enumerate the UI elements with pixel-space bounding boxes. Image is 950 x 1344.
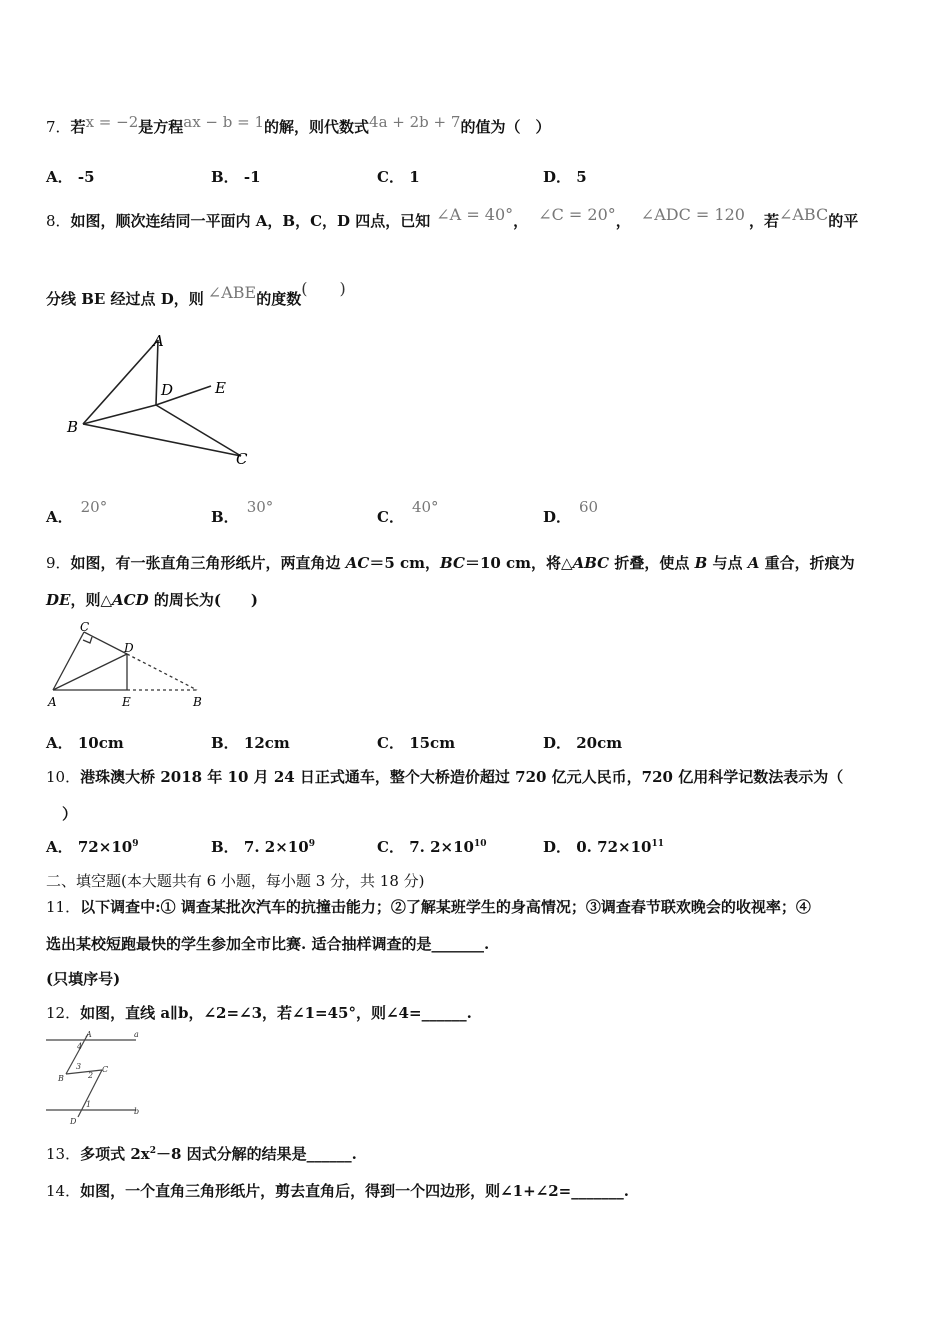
q12-label-C: C — [102, 1065, 109, 1074]
q10-option-d[interactable]: D． 0. $72\times 10^{11}$ — [543, 838, 664, 856]
q12-figure — [44, 1028, 154, 1128]
q9-option-b[interactable]: B． 12cm — [211, 734, 290, 752]
q12-label-A: A — [86, 1030, 92, 1039]
q12-label-4: 4 — [77, 1042, 83, 1051]
q10-option-c[interactable]: C． 7. $2\times 10^{10}$ — [377, 838, 487, 856]
q10-stem-line2: ） — [62, 805, 78, 823]
q11-stem-line1: 11．以下调查中:① 调查某批次汽车的抗撞击能力；②了解某班学生的身高情况；③调查春节联欢晚会的收视率；④ — [46, 898, 811, 916]
q12-label-a: a — [134, 1030, 139, 1039]
q8-number: 8． — [46, 212, 71, 230]
q11-stem-line2: 选出某校短跑最快的学生参加全市比赛. 适合抽样调查的是_______. — [46, 935, 490, 953]
q8-math-angle-a: ∠A = 40° — [436, 205, 514, 224]
q7-option-a[interactable]: A． -5 — [46, 168, 95, 186]
q7-math-x: x = −2 — [85, 113, 139, 131]
q9-option-d[interactable]: D． 20cm — [543, 734, 623, 752]
q8-stem-line2: 分线 BE 经过点 D，则 ∠ABE的度数( ) — [46, 279, 346, 308]
section-2-heading: 二、填空题(本大题共有 6 小题，每小题 3 分，共 18 分) — [46, 872, 425, 890]
q8-math-angle-abe: ∠ABE — [207, 283, 257, 302]
q12-number: 12． — [46, 1004, 81, 1022]
q12-label-b: b — [134, 1107, 140, 1116]
q8-label-c: C — [236, 450, 248, 468]
q12-label-B: B — [58, 1074, 64, 1083]
q13-stem: 13．多项式 $2x^2-8$ 因式分解的结果是______. — [46, 1145, 357, 1163]
q9-stem-line1: 9．如图，有一张直角三角形纸片，两直角边 AC＝5 cm，BC＝10 cm，将△ABC 折叠，使点 B 与点 A 重合，折痕为 — [46, 554, 855, 572]
q8-stem-line1: 8．如图，顺次连结同一平面内 A，B，C，D 四点，已知 ∠A = 40°， ∠C = 20°， ∠ADC = 120 ，若∠ABC的平 — [46, 205, 859, 230]
q9-option-a[interactable]: A． 10cm — [46, 734, 124, 752]
q7-math-expression: 4a + 2b + 7 — [369, 113, 461, 131]
q9-label-e: E — [122, 695, 131, 709]
q9-stem-line2: DE，则△ACD 的周长为( ) — [46, 591, 259, 609]
q12-label-D: D — [70, 1117, 77, 1126]
q7-option-c[interactable]: C． 1 — [377, 168, 420, 186]
q7-option-d[interactable]: D． 5 — [543, 168, 587, 186]
q14-stem: 14．如图，一个直角三角形纸片，剪去直角后，得到一个四边形，则∠1+∠2=_______. — [46, 1182, 629, 1200]
q9-label-d: D — [124, 641, 134, 655]
q9-option-c[interactable]: C． 15cm — [377, 734, 456, 752]
q8-option-a[interactable]: A．20° — [46, 498, 108, 526]
q7-option-b[interactable]: B． -1 — [211, 168, 261, 186]
q13-number: 13． — [46, 1145, 81, 1163]
q11-stem-line3: (只填序号) — [46, 970, 121, 988]
q7-number: 7． — [46, 118, 71, 136]
q9-number: 9． — [46, 554, 71, 572]
q11-number: 11． — [46, 898, 81, 916]
q14-number: 14． — [46, 1182, 81, 1200]
q7-stem: 7．若x = −2是方程ax − b = 1的解，则代数式4a + 2b + 7的值为（ ） — [46, 113, 551, 136]
q12-label-2: 2 — [88, 1071, 94, 1080]
q7-math-equation: ax − b = 1 — [183, 113, 265, 131]
q9-label-a: A — [48, 695, 57, 709]
q8-label-d: D — [161, 381, 174, 399]
q8-option-b[interactable]: B．30° — [211, 498, 274, 526]
q8-label-a: A — [153, 332, 164, 350]
q8-math-angle-abc: ∠ABC — [778, 205, 829, 224]
q10-option-b[interactable]: B． 7. $2\times 10^9$ — [211, 838, 315, 856]
q8-math-angle-adc: ∠ADC = 120 — [640, 205, 745, 224]
q8-option-d[interactable]: D．60 — [543, 498, 599, 526]
q8-figure — [55, 328, 265, 473]
q8-label-e: E — [215, 379, 226, 397]
q8-math-angle-c: ∠C = 20° — [538, 205, 616, 224]
q12-stem: 12．如图，直线 a∥b，∠2=∠3，若∠1=45°，则∠4=______. — [46, 1004, 472, 1022]
q8-label-b: B — [67, 418, 79, 436]
q9-label-b: B — [193, 695, 202, 709]
q10-option-a[interactable]: A． $72\times 10^9$ — [46, 838, 139, 856]
q9-label-c: C — [80, 620, 90, 634]
q10-stem-line1: 10．港珠澳大桥 2018 年 10 月 24 日正式通车，整个大桥造价超过 720 亿元人民币，720 亿用科学记数法表示为（ — [46, 768, 844, 786]
q8-option-c[interactable]: C．40° — [377, 498, 439, 526]
q12-label-1: 1 — [86, 1100, 92, 1109]
q10-number: 10． — [46, 768, 81, 786]
q12-label-3: 3 — [76, 1062, 82, 1071]
q9-figure — [40, 620, 220, 712]
